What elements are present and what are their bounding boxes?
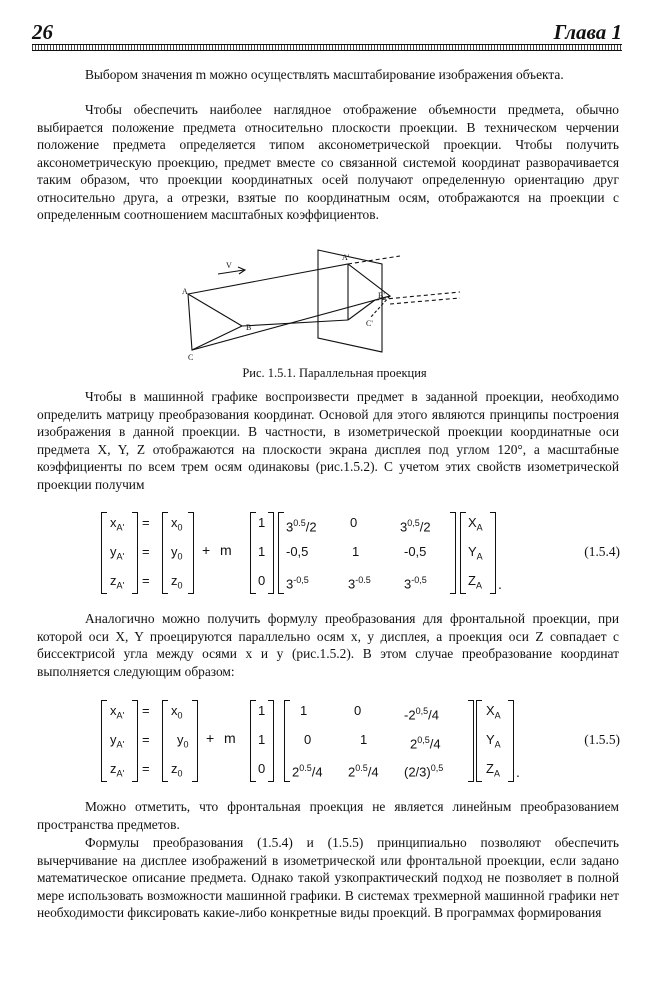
label-b-prime: B' — [378, 291, 385, 300]
equation-number-1-5-5: (1.5.5) — [584, 732, 620, 747]
label-v: V — [226, 261, 232, 270]
parallel-projection-figure — [160, 244, 490, 362]
paragraph-4: Аналогично можно получить формулу преобразования для фронтальной проекции, при которой оси X, Y проецируются параллельно осям x, y дисплея, а проекция оси Z совпадает с биссектрисой угла между осями x и y (рис.1.5.2). В этом случае преобразование координат выполняется следующим образом: — [37, 611, 619, 679]
paragraph-6: Формулы преобразования (1.5.4) и (1.5.5) принципиально позволяют обеспечить вычерчивание на дисплее изображений в изометрической или фронтальной проекции, если задано математическое описание предмета. Однако такой узкопрактический подход не позволяет в полной мере использовать возможности машинной графики. В системах трехмерной машинной графики нет необходимости фиксировать какие-либо конкретные виды проекций. В программах формирования — [37, 835, 619, 920]
label-b: B — [246, 323, 252, 332]
matrix-1-5-4: $3^{0.5}/2$ 0 3$^{0,5}$/2 -0,5 1 -0,5 $3^{-0,5}$ $3^{-0.5}$ $3^{-0,5}$ — [286, 515, 431, 592]
equation-number-1-5-4: (1.5.4) — [584, 544, 620, 559]
page-header — [32, 20, 622, 42]
paragraph-3: Чтобы в машинной графике воспроизвести предмет в заданной проекции, необходимо определить матрицу преобразования координат. Основой для этого являются принципы построения изображения в данной проекции. В частности, в изометрической проекции координатные оси предмета X, Y, Z отображаются на плоскости экрана дисплея под углом 120°, а масштабные коэффициенты по всем трем осям одинаковы (рис.1.5.2). С учетом этих свойств изометрической проекции получим — [37, 389, 619, 492]
paragraph-2: Чтобы обеспечить наиболее наглядное отображение объемности предмета, обычно выбирается положение предмета относительно плоскости проекции. В техническом черчении положение предмета определяется типом аксонометрической проекции. Чтобы получить аксонометрическую проекцию, предмет вместе со связанной системой координат разворачивается таким образом, что проекции координатных осей получают определенную ориентацию друг относительно друга, а отрезки, взятые по координатным осям, отображаются на проекции с определенным соотношением масштабных коэффициентов. — [37, 102, 619, 222]
label-c: C — [188, 353, 194, 362]
label-a-prime: A' — [342, 253, 350, 262]
equation-1-5-4: $x_{A'}$ $y_{A'}$ $z_{A'}$ = = = $x_0$ $y_0$ $z_0$ + m 1 1 0 $3^{0.5}/2$ 0 3$^{0,5}$/2 -0,5 1 -0,5 $3^{-0,5}$ $3^{-0.5}$ $3^{-0,5}$ $X_A$ $Y_A$ $Z_A$ . (1.5.4) — [96, 512, 636, 594]
label-a: A — [182, 287, 188, 296]
label-c-prime: C' — [366, 319, 373, 328]
equation-1-5-5: $x_{A'}$ $y_{A'}$ $z_{A'}$ = = = $x_0$ $y_0$ $z_0$ + m 1 1 0 1 0 -2$^{0,5}$/4 0 1 2$^{0,5}$/4 $2^{0.5}/4$ $2^{0.5}/4$ $(2/3)^{0,5}$ $X_A$ $Y_A$ $Z_A$ . (1.5.5) — [96, 700, 636, 782]
page-number: 26 — [32, 20, 53, 44]
figure-caption: Рис. 1.5.1. Параллельная проекция — [242, 366, 427, 380]
header-rule — [32, 44, 622, 51]
matrix-1-5-5: 1 0 -2$^{0,5}$/4 0 1 2$^{0,5}$/4 $2^{0.5}/4$ $2^{0.5}/4$ $(2/3)^{0,5}$ — [292, 703, 444, 780]
paragraph-1: Выбором значения m можно осуществлять масштабирование изображения объекта. — [85, 67, 564, 82]
chapter-title: Глава 1 — [553, 20, 622, 44]
paragraph-5: Можно отметить, что фронтальная проекция не является линейным преобразованием пространства предметов. — [37, 799, 619, 832]
